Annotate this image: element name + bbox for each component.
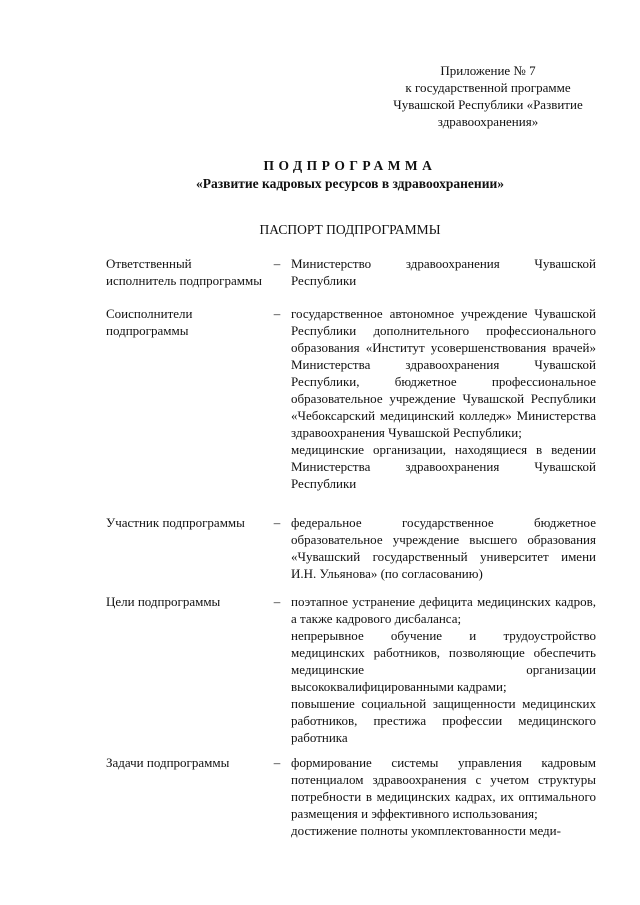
row-value: Министерство здравоохранения Чувашской Республики <box>291 256 596 288</box>
row-dash: – <box>273 306 281 321</box>
row-label: Соисполнители подпрограммы <box>106 306 193 338</box>
row-label: Участник подпрограммы <box>106 515 245 530</box>
row-dash: – <box>273 594 281 609</box>
value-paragraph: государственное автономное учреждение Чувашской Республики дополнительного профессионального образования «Институт усовершенствования врачей» Министерства здравоохранения Чувашской Республики, бюджетное профессиональное образовательное учреждение Чувашской Республики «Чебоксарский медицинский колледж» Министерства здравоохранения Чувашской Республики; <box>291 306 596 440</box>
subprogram-subtitle: «Развитие кадровых ресурсов в здравоохранении» <box>195 176 504 191</box>
row-value: федеральное государственное бюджетное образовательное учреждение высшего образования «Чувашский государственный университет имени И.Н. Ульянова» (по согласованию) <box>291 515 596 581</box>
row-dash: – <box>273 755 281 770</box>
appendix-block <box>372 62 604 130</box>
passport-heading: ПАСПОРТ ПОДПРОГРАММЫ <box>259 222 441 237</box>
subprogram-title: ПОДПРОГРАММА <box>263 158 437 173</box>
value-paragraph: поэтапное устранение дефицита медицинских кадров, а также кадрового дисбаланса; <box>291 594 596 626</box>
value-paragraph: формирование системы управления кадровым потенциалом здравоохранения с учетом структуры потребности в медицинских кадрах, их оптимального размещения и эффективного использования; <box>291 755 596 821</box>
row-label: Цели подпрограммы <box>106 594 221 609</box>
value-paragraph: непрерывное обучение и трудоустройство медицинских работников, позволяющие обеспечить медицинские организации высококвалифицированными кадрами; <box>291 628 596 694</box>
row-label: Задачи подпрограммы <box>106 755 230 770</box>
value-paragraph: достижение полноты укомплектованности меди- <box>291 823 561 838</box>
value-paragraph: медицинские организации, находящиеся в ведении Министерства здравоохранения Чувашской Республики <box>291 442 596 491</box>
row-dash: – <box>273 256 281 271</box>
row-label: Ответственный исполнитель подпрограммы <box>106 256 262 288</box>
row-value <box>291 305 596 492</box>
appendix-line: к государственной программе <box>405 80 571 95</box>
row-dash: – <box>273 515 281 530</box>
row-value <box>291 754 596 839</box>
value-paragraph: повышение социальной защищенности медицинских работников, престижа профессии медицинского работника <box>291 696 596 745</box>
appendix-line: здравоохранения» <box>437 114 539 129</box>
row-value <box>291 593 596 746</box>
appendix-line: Чувашской Республики «Развитие <box>393 97 583 112</box>
appendix-line: Приложение № 7 <box>440 63 536 78</box>
